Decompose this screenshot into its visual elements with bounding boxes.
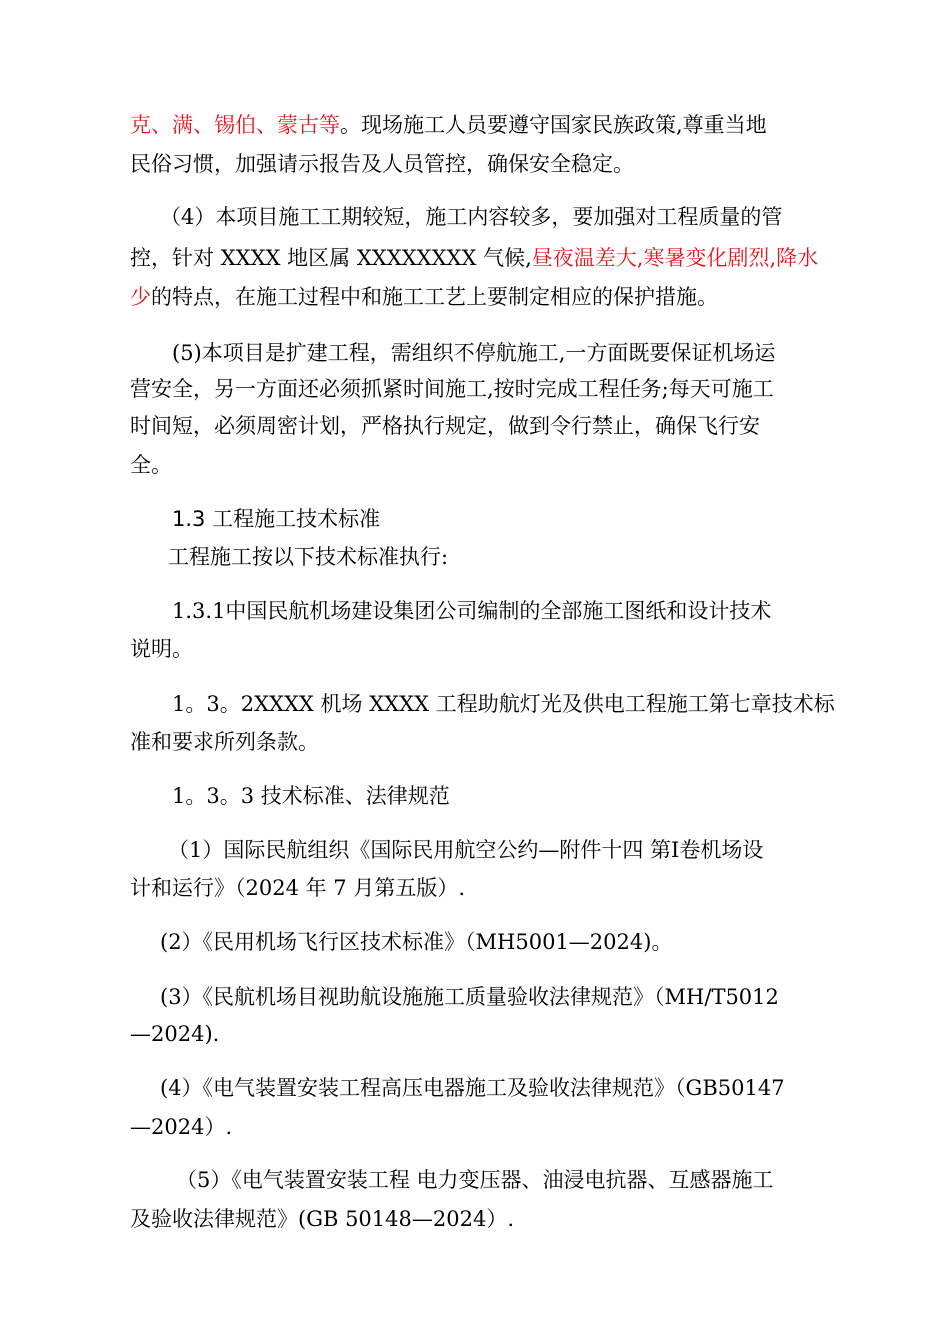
para-5-line-4: 全。 — [130, 453, 172, 477]
reg-4-line-2: —2024）. — [130, 1115, 233, 1139]
item-1-3-1-line-2: 说明。 — [130, 637, 193, 661]
body-text: 的特点，在施工过程中和施工工艺上要制定相应的保护措施。 — [151, 285, 718, 309]
para-5-line-1: (5)本项目是扩建工程，需组织不停航施工,一方面既要保证机场运 — [172, 341, 776, 365]
highlight-text: 克、满、锡伯、蒙古等 — [130, 113, 340, 137]
para-4-line-3 — [130, 282, 718, 312]
section-heading: 1.3 工程施工技术标准 — [172, 507, 381, 531]
reg-5-line-2: 及验收法律规范》(GB 50148—2024）. — [130, 1207, 514, 1231]
item-1-3-3: 1。3。3 技术标准、法律规范 — [172, 784, 450, 808]
item-1-3-2-line-1: 1。3。2XXXX 机场 XXXX 工程助航灯光及供电工程施工第七章技术标 — [172, 692, 835, 716]
body-text: 控，针对 XXXX 地区属 XXXXXXXX 气候, — [130, 246, 532, 270]
item-1-3-2-line-2: 准和要求所列条款。 — [130, 730, 319, 754]
reg-3-line-2: —2024). — [130, 1022, 220, 1046]
highlight-text: 少 — [130, 285, 151, 309]
body-text: 。现场施工人员要遵守国家民族政策,尊重当地 — [340, 113, 767, 137]
highlight-text: 昼夜温差大,寒暑变化剧烈,降水 — [531, 246, 819, 270]
para-5-line-3: 时间短，必须周密计划，严格执行规定，做到令行禁止，确保飞行安 — [130, 414, 760, 438]
para-4-line-2 — [130, 243, 818, 273]
reg-5-line-1: （5）《电气装置安装工程 电力变压器、油浸电抗器、互感器施工 — [176, 1168, 774, 1192]
para-1-line-1 — [130, 110, 767, 140]
item-1-3-1-line-1: 1.3.1中国民航机场建设集团公司编制的全部施工图纸和设计技术 — [172, 599, 772, 623]
reg-1-line-2: 计和运行》（2024 年 7 月第五版）. — [130, 876, 466, 900]
para-1-line-2: 民俗习惯，加强请示报告及人员管控，确保安全稳定。 — [130, 152, 634, 176]
para-4-line-1: （4）本项目施工工期较短，施工内容较多，要加强对工程质量的管 — [160, 205, 783, 229]
section-intro: 工程施工按以下技术标准执行: — [168, 545, 449, 569]
para-5-line-2: 营安全，另一方面还必须抓紧时间施工,按时完成工程任务;每天可施工 — [130, 377, 774, 401]
reg-4-line-1: (4）《电气装置安装工程高压电器施工及验收法律规范》（GB50147 — [160, 1076, 785, 1100]
reg-1-line-1: （1）国际民航组织《国际民用航空公约—附件十四 第Ⅰ卷机场设 — [168, 838, 764, 862]
reg-2: (2）《民用机场飞行区技术标准》（MH5001—2024)。 — [160, 930, 673, 954]
reg-3-line-1: (3）《民航机场目视助航设施施工质量验收法律规范》（MH/T5012 — [160, 985, 779, 1009]
